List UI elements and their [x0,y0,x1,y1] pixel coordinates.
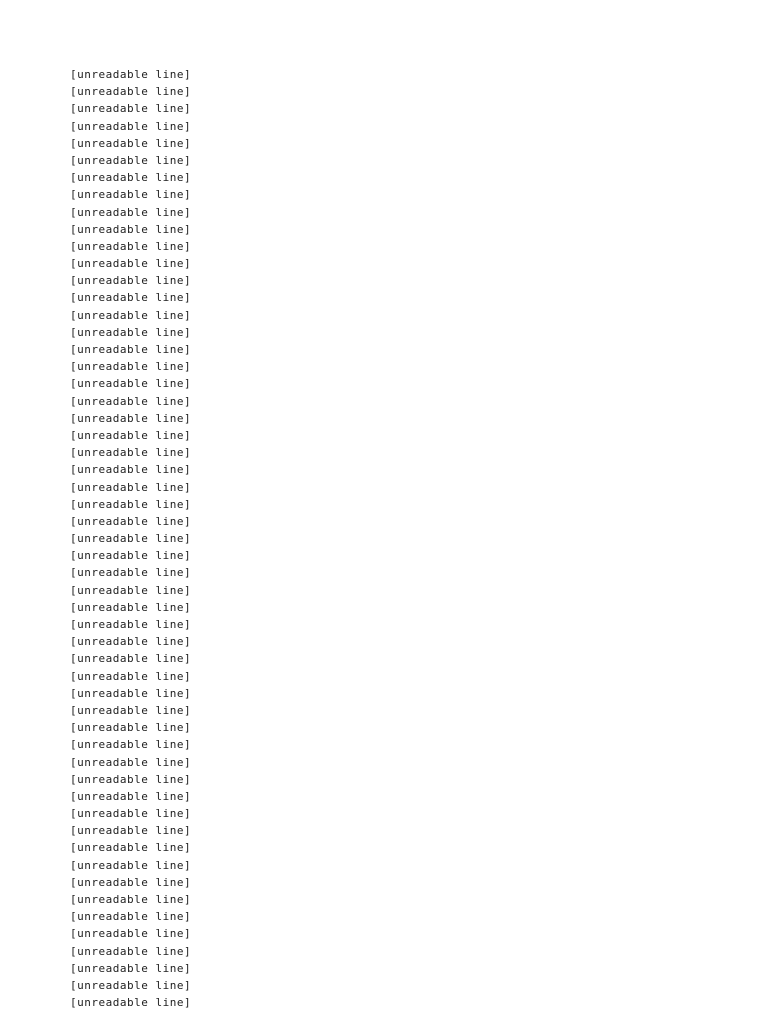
text-line: [unreadable line] [70,343,192,356]
text-line: [unreadable line] [70,686,192,700]
text-line: [unreadable line] [70,824,192,838]
text-line: [unreadable line] [70,239,192,253]
text-line: [unreadable line] [70,308,192,322]
text-line: [unreadable line] [70,428,192,442]
text-line: [unreadable line] [70,102,192,116]
text-line: [unreadable line] [70,652,192,666]
text-line: [unreadable line] [70,85,192,99]
text-line: [unreadable line] [70,257,192,271]
text-line: [unreadable line] [70,755,192,769]
text-line: [unreadable line] [70,188,192,202]
text-line: [unreadable line] [70,566,192,580]
text-line: [unreadable line] [70,514,192,528]
text-line: [unreadable line] [70,360,192,374]
text-line: [unreadable line] [70,600,192,614]
text-line: [unreadable line] [70,893,192,906]
text-line: [unreadable line] [70,703,192,717]
text-line: [unreadable line] [70,721,192,735]
text-line: [unreadable line] [70,944,192,958]
text-line: [unreadable line] [70,549,192,563]
text-line: [unreadable line] [70,222,192,236]
text-line: [unreadable line] [70,875,192,889]
text-line: [unreadable line] [70,583,192,597]
text-line: [unreadable line] [70,772,192,786]
text-line: [unreadable line] [70,136,192,150]
text-line: [unreadable line] [70,171,192,185]
text-line: [unreadable line] [70,205,192,219]
text-line: [unreadable line] [70,325,192,339]
text-line: [unreadable line] [70,961,192,975]
text-line: [unreadable line] [70,996,192,1010]
text-line: [unreadable line] [70,635,192,649]
text-line: [unreadable line] [70,480,192,494]
text-line: [unreadable line] [70,841,192,855]
text-line: [unreadable line] [70,153,192,167]
text-line: [unreadable line] [70,910,192,924]
text-line: [unreadable line] [70,738,192,752]
text-line: [unreadable line] [70,669,192,683]
text-line: [unreadable line] [70,927,192,941]
text-line: [unreadable line] [70,858,192,872]
text-line: [unreadable line] [70,446,192,460]
text-line: [unreadable line] [70,789,192,803]
text-line: [unreadable line] [70,618,192,631]
text-line: [unreadable line] [70,978,192,992]
text-line: [unreadable line] [70,68,192,81]
text-line: [unreadable line] [70,377,192,391]
text-line: [unreadable line] [70,807,192,821]
text-line: [unreadable line] [70,119,192,133]
text-line: [unreadable line] [70,463,192,477]
text-line: [unreadable line] [70,411,192,425]
text-line: [unreadable line] [70,532,192,546]
text-line: [unreadable line] [70,274,192,288]
text-line: [unreadable line] [70,394,192,408]
text-line: [unreadable line] [70,291,192,305]
text-line: [unreadable line] [70,497,192,511]
garbled-text-document [70,66,700,1011]
